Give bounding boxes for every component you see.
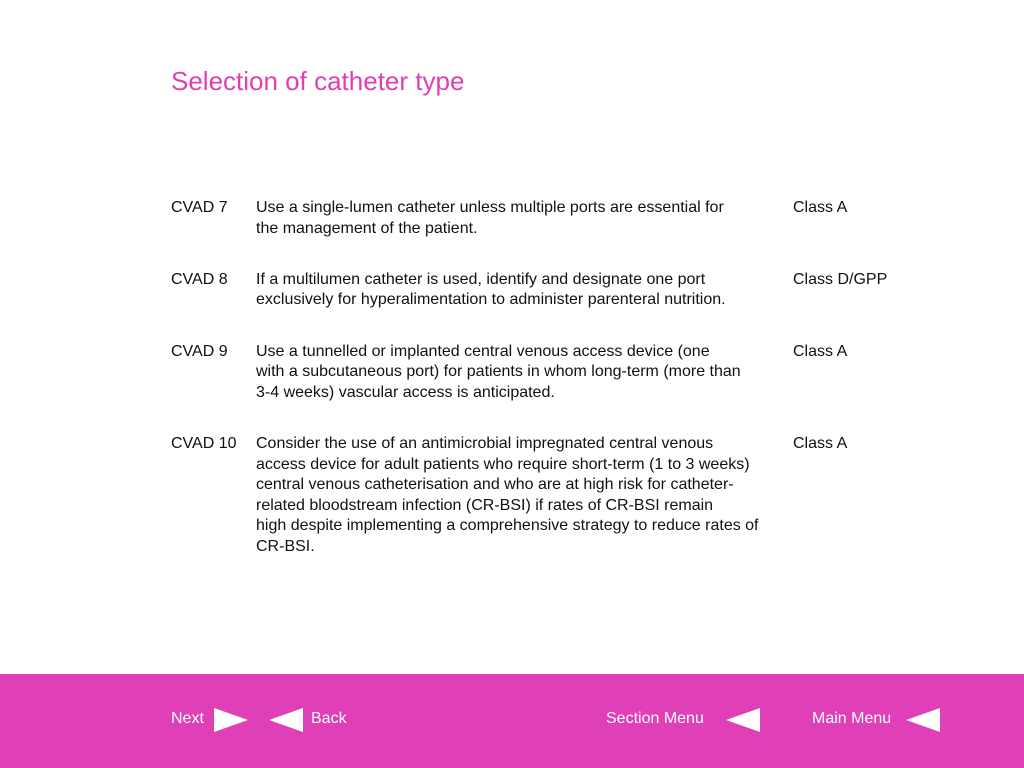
guideline-list [171,198,931,588]
guideline-text-line: Use a single-lumen catheter unless multiple ports are essential for [256,199,724,216]
guideline-text-line: high despite implementing a comprehensive strategy to reduce rates of [256,517,759,535]
guideline-text-line: 3-4 weeks) vascular access is anticipated. [256,383,555,401]
back-label: Back [311,710,347,727]
guideline-code: CVAD 10 [171,434,237,452]
guideline-text-line: exclusively for hyperalimentation to administer parenteral nutrition. [256,291,726,309]
guideline-text [256,270,796,311]
guideline-class: Class D/GPP [793,270,888,288]
guideline-text-line: with a subcutaneous port) for patients in whom long-term (more than [256,363,741,381]
guideline-text [256,342,796,404]
guideline-code: CVAD 8 [171,270,228,288]
next-label: Next [171,710,204,727]
guideline-text-line: central venous catheterisation and who are at high risk for catheter- [256,476,734,494]
guideline-row [171,434,931,558]
back-button[interactable] [269,708,351,730]
arrow-left-icon[interactable] [906,708,940,732]
guideline-text-line: access device for adult patients who require short-term (1 to 3 weeks) [256,455,750,473]
main-menu-label: Main Menu [812,710,892,727]
guideline-row [171,342,931,404]
navigation-footer [0,674,1024,768]
guideline-code: CVAD 9 [171,342,228,360]
guideline-text [256,198,796,239]
guideline-text [256,434,796,558]
section-menu-label: Section Menu [606,710,704,727]
guideline-text-line: CR-BSI. [256,537,315,555]
guideline-row [171,270,931,311]
arrow-left-icon[interactable] [269,708,303,732]
guideline-text-line: the management of the patient. [256,219,478,237]
guideline-text-line: related bloodstream infection (CR-BSI) if rates of CR-BSI remain [256,496,714,514]
guideline-text-line: Consider the use of an antimicrobial impregnated central venous [256,434,714,452]
main-menu-button[interactable] [812,708,940,730]
section-menu-button[interactable] [606,708,760,730]
guideline-text-line: Use a tunnelled or implanted central venous access device (one [256,342,710,360]
next-button[interactable] [171,708,249,730]
page-title: Selection of catheter type [171,66,465,96]
arrow-left-icon[interactable] [726,708,760,732]
guideline-class: Class A [793,434,848,452]
guideline-code: CVAD 7 [171,199,228,216]
guideline-text-line: If a multilumen catheter is used, identify and designate one port [256,270,706,288]
arrow-right-icon[interactable] [214,708,248,732]
guideline-class: Class A [793,199,848,216]
guideline-row [171,198,931,239]
guideline-class: Class A [793,342,848,360]
